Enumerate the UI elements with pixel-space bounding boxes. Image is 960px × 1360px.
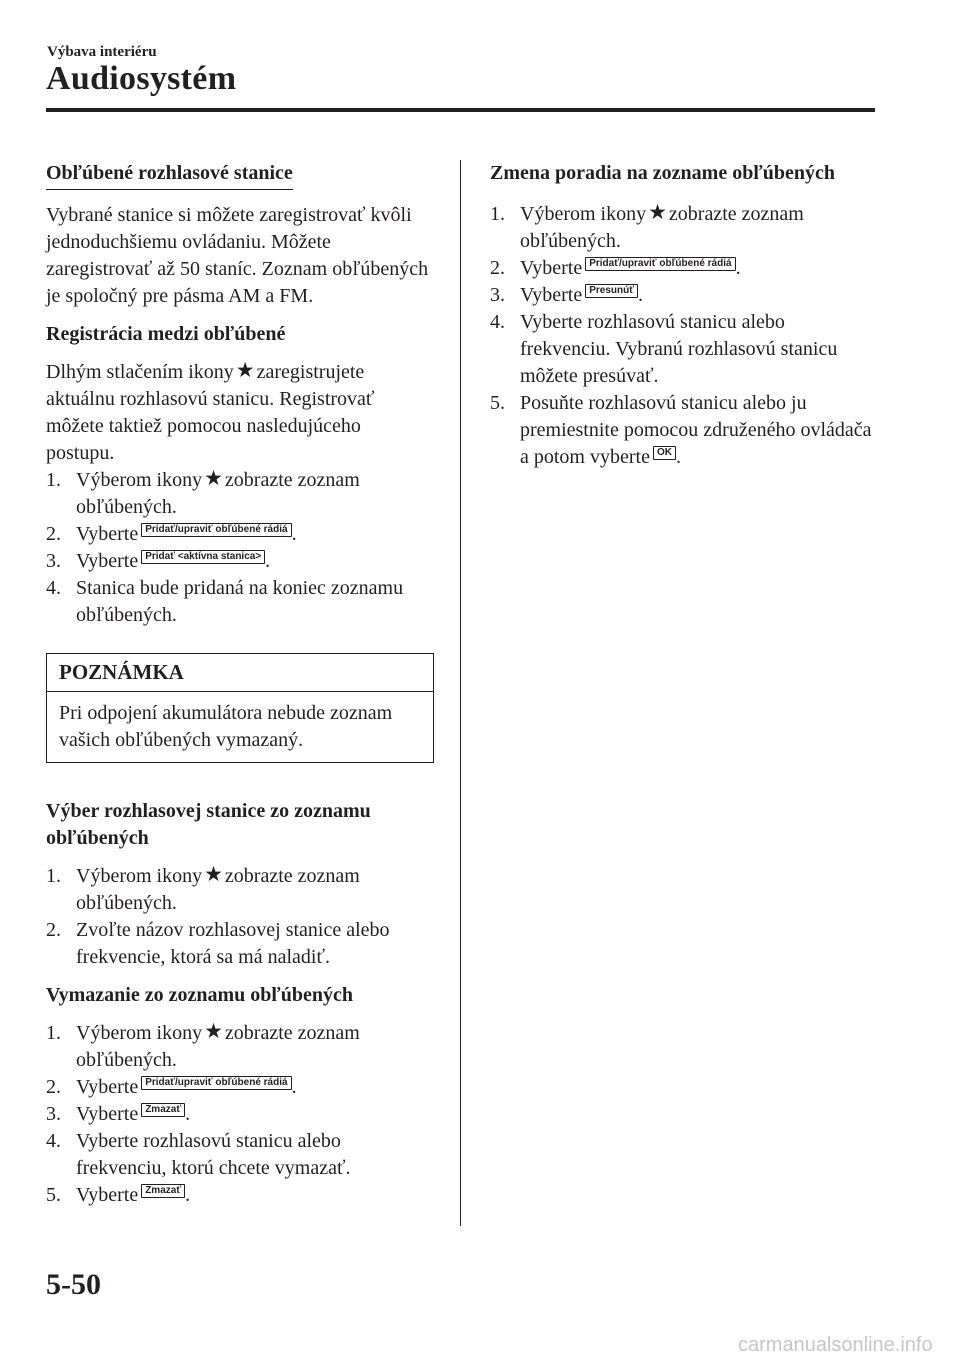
step-text: Vyberte: [76, 1103, 139, 1125]
step-text: zobrazte zoznam obľúbených.: [76, 1022, 360, 1071]
step-end: .: [638, 284, 644, 306]
star-icon: ★: [235, 358, 255, 382]
step-text: Výberom ikony: [76, 865, 203, 887]
step-text: Výberom ikony: [520, 203, 647, 225]
section-label: Výbava interiéru: [47, 44, 157, 60]
step-text: zobrazte zoznam obľúbených.: [76, 469, 360, 518]
step-number: 2.: [46, 1076, 61, 1098]
list-item: [46, 548, 434, 575]
left-column: [46, 160, 434, 1209]
ok-button[interactable]: OK: [653, 446, 676, 460]
step-text: Vyberte: [76, 523, 139, 545]
list-item: [490, 255, 876, 282]
step-number: 1.: [46, 469, 61, 491]
step-end: .: [291, 1076, 297, 1098]
step-end: .: [675, 446, 681, 468]
step-number: 3.: [46, 550, 61, 572]
registration-text-after: zaregistrujete aktuálnu rozhlasovú stanicu. Registrovať môžete taktiež pomocou nasledujúceho postupu.: [46, 361, 375, 464]
step-text: Vyberte rozhlasovú stanicu alebo frekvenciu. Vybranú rozhlasovú stanicu môžete presúvať.: [520, 311, 838, 387]
step-text: Vyberte: [520, 257, 583, 279]
star-icon: ★: [204, 862, 223, 886]
step-end: .: [185, 1103, 191, 1125]
reorder-heading: Zmena poradia na zozname obľúbených: [490, 162, 835, 184]
step-text: Výberom ikony: [76, 469, 203, 491]
list-item: [46, 575, 434, 629]
step-text: Vyberte: [76, 1184, 139, 1206]
list-item: [46, 1074, 434, 1101]
delete-steps: [46, 1020, 434, 1209]
step-number: 1.: [46, 1022, 61, 1044]
add-edit-favorites-button[interactable]: Pridať/upraviť obľúbené rádiá: [585, 257, 735, 271]
registration-heading: Registrácia medzi obľúbené: [46, 323, 286, 345]
list-item: [490, 390, 876, 471]
page-title: Audiosystém: [46, 60, 237, 97]
add-edit-favorites-button[interactable]: Pridať/upraviť obľúbené rádiá: [141, 523, 291, 537]
list-item: [46, 1128, 434, 1182]
selection-heading: Výber rozhlasovej stanice zo zoznamu obľúbených: [46, 800, 371, 849]
list-item: [46, 1182, 434, 1209]
step-number: 2.: [46, 523, 61, 545]
list-item: [490, 201, 876, 255]
delete-button[interactable]: Zmazať: [141, 1103, 185, 1117]
move-button[interactable]: Presunúť: [585, 284, 638, 298]
step-number: 1.: [46, 865, 61, 887]
star-icon: ★: [204, 466, 223, 490]
registration-text-before: Dlhým stlačením ikony: [46, 361, 234, 383]
add-active-station-button[interactable]: Pridať <aktívna stanica>: [141, 550, 265, 564]
step-text: Stanica bude pridaná na koniec zoznamu obľúbených.: [76, 577, 404, 626]
header-rule: [46, 108, 875, 112]
registration-text: [46, 359, 434, 467]
step-end: .: [265, 550, 271, 572]
column-divider: [460, 160, 461, 1226]
favorites-heading: Obľúbené rozhlasové stanice: [46, 160, 293, 190]
list-item: [490, 282, 876, 309]
step-number: 5.: [490, 392, 505, 414]
selection-steps: [46, 863, 434, 971]
step-number: 1.: [490, 203, 505, 225]
step-text: Vyberte: [76, 1076, 139, 1098]
step-number: 2.: [490, 257, 505, 279]
step-number: 5.: [46, 1184, 61, 1206]
list-item: [46, 1020, 434, 1074]
list-item: [46, 863, 434, 917]
step-end: .: [291, 523, 297, 545]
step-number: 4.: [490, 311, 505, 333]
list-item: [490, 309, 876, 390]
step-end: .: [185, 1184, 191, 1206]
step-number: 3.: [46, 1103, 61, 1125]
note-text: Pri odpojení akumulátora nebude zoznam vašich obľúbených vymazaný.: [59, 702, 393, 751]
step-text: Výberom ikony: [76, 1022, 203, 1044]
step-text: zobrazte zoznam obľúbených.: [520, 203, 804, 252]
favorites-intro: Vybrané stanice si môžete zaregistrovať kvôli jednoduchšiemu ovládaniu. Môžete zaregistrovať až 50 staníc. Zoznam obľúbených je spoločný pre pásma AM a FM.: [46, 204, 429, 307]
step-text: zobrazte zoznam obľúbených.: [76, 865, 360, 914]
star-icon: ★: [648, 200, 667, 224]
right-column: [490, 160, 876, 471]
step-number: 3.: [490, 284, 505, 306]
delete-button[interactable]: Zmazať: [141, 1184, 185, 1198]
delete-heading: Vymazanie zo zoznamu obľúbených: [46, 984, 353, 1006]
step-text: Zvoľte názov rozhlasovej stanice alebo frekvencie, ktorá sa má naladiť.: [76, 919, 390, 968]
step-number: 2.: [46, 919, 61, 941]
reorder-steps: [490, 201, 876, 471]
list-item: [46, 917, 434, 971]
step-number: 4.: [46, 577, 61, 599]
step-text: Vyberte: [520, 284, 583, 306]
step-text: Posuňte rozhlasovú stanicu alebo ju premiestnite pomocou združeného ovládača a potom vyberte: [520, 392, 872, 468]
list-item: [46, 1101, 434, 1128]
note-box: [46, 653, 434, 763]
note-title: POZNÁMKA: [47, 654, 433, 692]
step-text: Vyberte rozhlasovú stanicu alebo frekvenciu, ktorú chcete vymazať.: [76, 1130, 351, 1179]
registration-steps: [46, 467, 434, 629]
list-item: [46, 521, 434, 548]
list-item: [46, 467, 434, 521]
step-end: .: [735, 257, 741, 279]
step-number: 4.: [46, 1130, 61, 1152]
add-edit-favorites-button[interactable]: Pridať/upraviť obľúbené rádiá: [141, 1076, 291, 1090]
step-text: Vyberte: [76, 550, 139, 572]
page-number: 5-50: [46, 1268, 101, 1301]
star-icon: ★: [204, 1019, 223, 1043]
watermark: carmanualsonline.info: [738, 1334, 933, 1356]
